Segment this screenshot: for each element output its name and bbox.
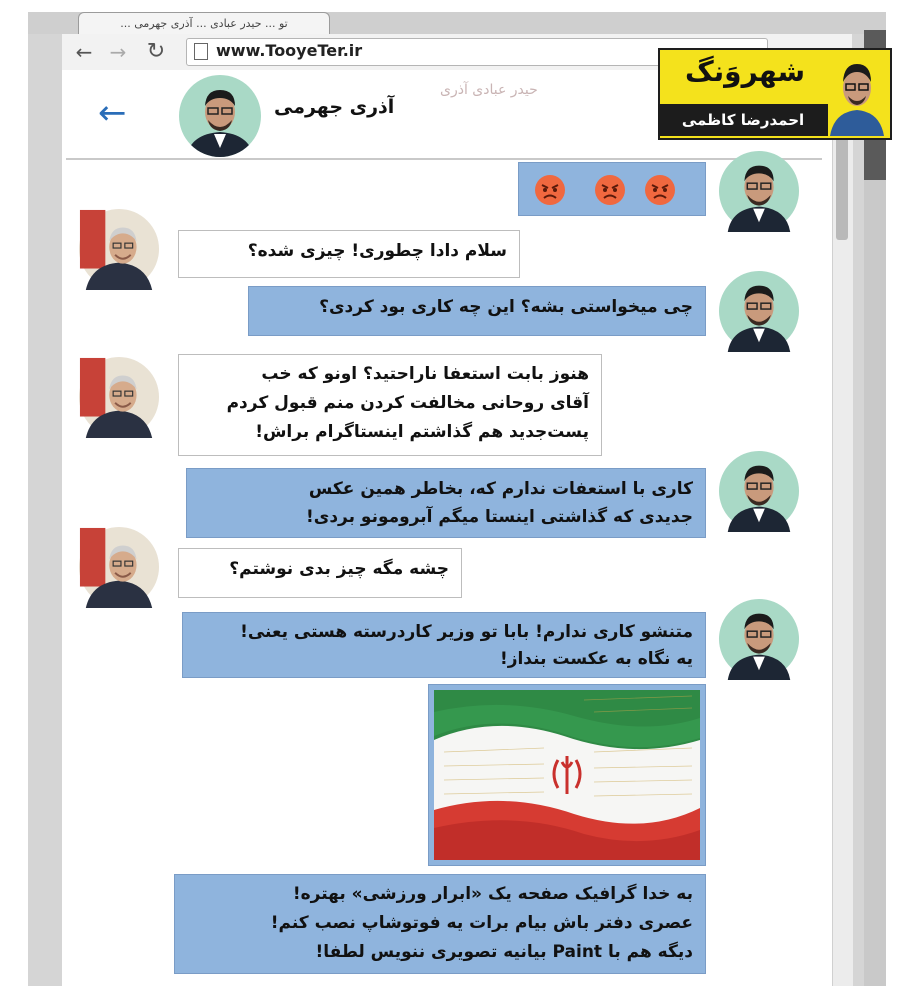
iran-flag-image[interactable] <box>434 690 700 860</box>
avatar-zarif[interactable] <box>78 526 160 608</box>
arrow-right-icon[interactable]: → <box>109 40 127 64</box>
avatar-jahromi[interactable] <box>718 150 800 232</box>
page-icon <box>194 43 208 60</box>
message-text: دیگه هم با Paint بیانیه تصویری ننویس لطفا! <box>315 942 693 962</box>
angry-face-icon <box>534 174 566 206</box>
message-text: جدیدی که گذاشتی اینستا میگم آبرومونو بردی! <box>306 507 693 527</box>
logo-title: شهروَنگ <box>684 55 806 88</box>
message-bubble-5 <box>186 468 706 538</box>
angry-face-icon <box>644 174 676 206</box>
message-text: سلام دادا چطوری! چیزی شده؟ <box>247 241 507 261</box>
author-photo <box>828 50 886 136</box>
message-bubble-7 <box>182 612 706 678</box>
message-text: چشه مگه چیز بدی نوشتم؟ <box>229 559 449 579</box>
window-edge-lower <box>864 180 886 986</box>
avatar-zarif[interactable] <box>78 208 160 290</box>
message-text: آقای روحانی مخالفت کردن منم قبول کردم <box>226 393 589 413</box>
avatar-jahromi[interactable] <box>178 74 262 158</box>
avatar-jahromi[interactable] <box>718 598 800 680</box>
message-bubble-4 <box>178 354 602 456</box>
browser-tab[interactable]: تو ... حیدر عبادی ... آذری جهرمی ... <box>78 12 330 35</box>
logo-author: احمدرضا کاظمی <box>658 104 828 136</box>
contact-name: آذری جهرمی <box>274 96 395 118</box>
avatar-zarif[interactable] <box>78 356 160 438</box>
message-text: چی میخواستی بشه؟ این چه کاری بود کردی؟ <box>319 297 693 317</box>
message-text: عصری دفتر باش بیام برات یه فوتوشاپ نصب کنم! <box>270 913 693 933</box>
url-text: www.TooyeTer.ir <box>216 41 363 60</box>
message-bubble-6 <box>178 548 462 598</box>
header-ghost-text: حیدر عبادی آذری <box>440 82 538 98</box>
message-text: کاری با استعفات ندارم که، بخاطر همین عکس <box>308 479 693 499</box>
back-arrow-icon[interactable]: ← <box>98 93 127 133</box>
message-bubble-9 <box>174 874 706 974</box>
message-text: به خدا گرافیک صفحه یک «ابرار ورزشی» بهتره! <box>292 884 693 904</box>
message-text: یه نگاه به عکست بنداز! <box>499 649 693 669</box>
message-text: متنشو کاری ندارم! بابا تو وزیر کاردرسته هستی یعنی! <box>240 622 693 642</box>
message-bubble-3 <box>248 286 706 336</box>
reload-icon[interactable]: ↻ <box>146 39 166 64</box>
arrow-left-icon[interactable]: ← <box>75 40 93 64</box>
avatar-jahromi[interactable] <box>718 450 800 532</box>
angry-face-icon <box>594 174 626 206</box>
message-bubble-2 <box>178 230 520 278</box>
avatar-jahromi[interactable] <box>718 270 800 352</box>
message-text: پست‌جدید هم گذاشتم اینستاگرام براش! <box>255 422 589 442</box>
message-text: هنوز بابت استعفا ناراحتید؟ اونو که خب <box>261 364 589 384</box>
